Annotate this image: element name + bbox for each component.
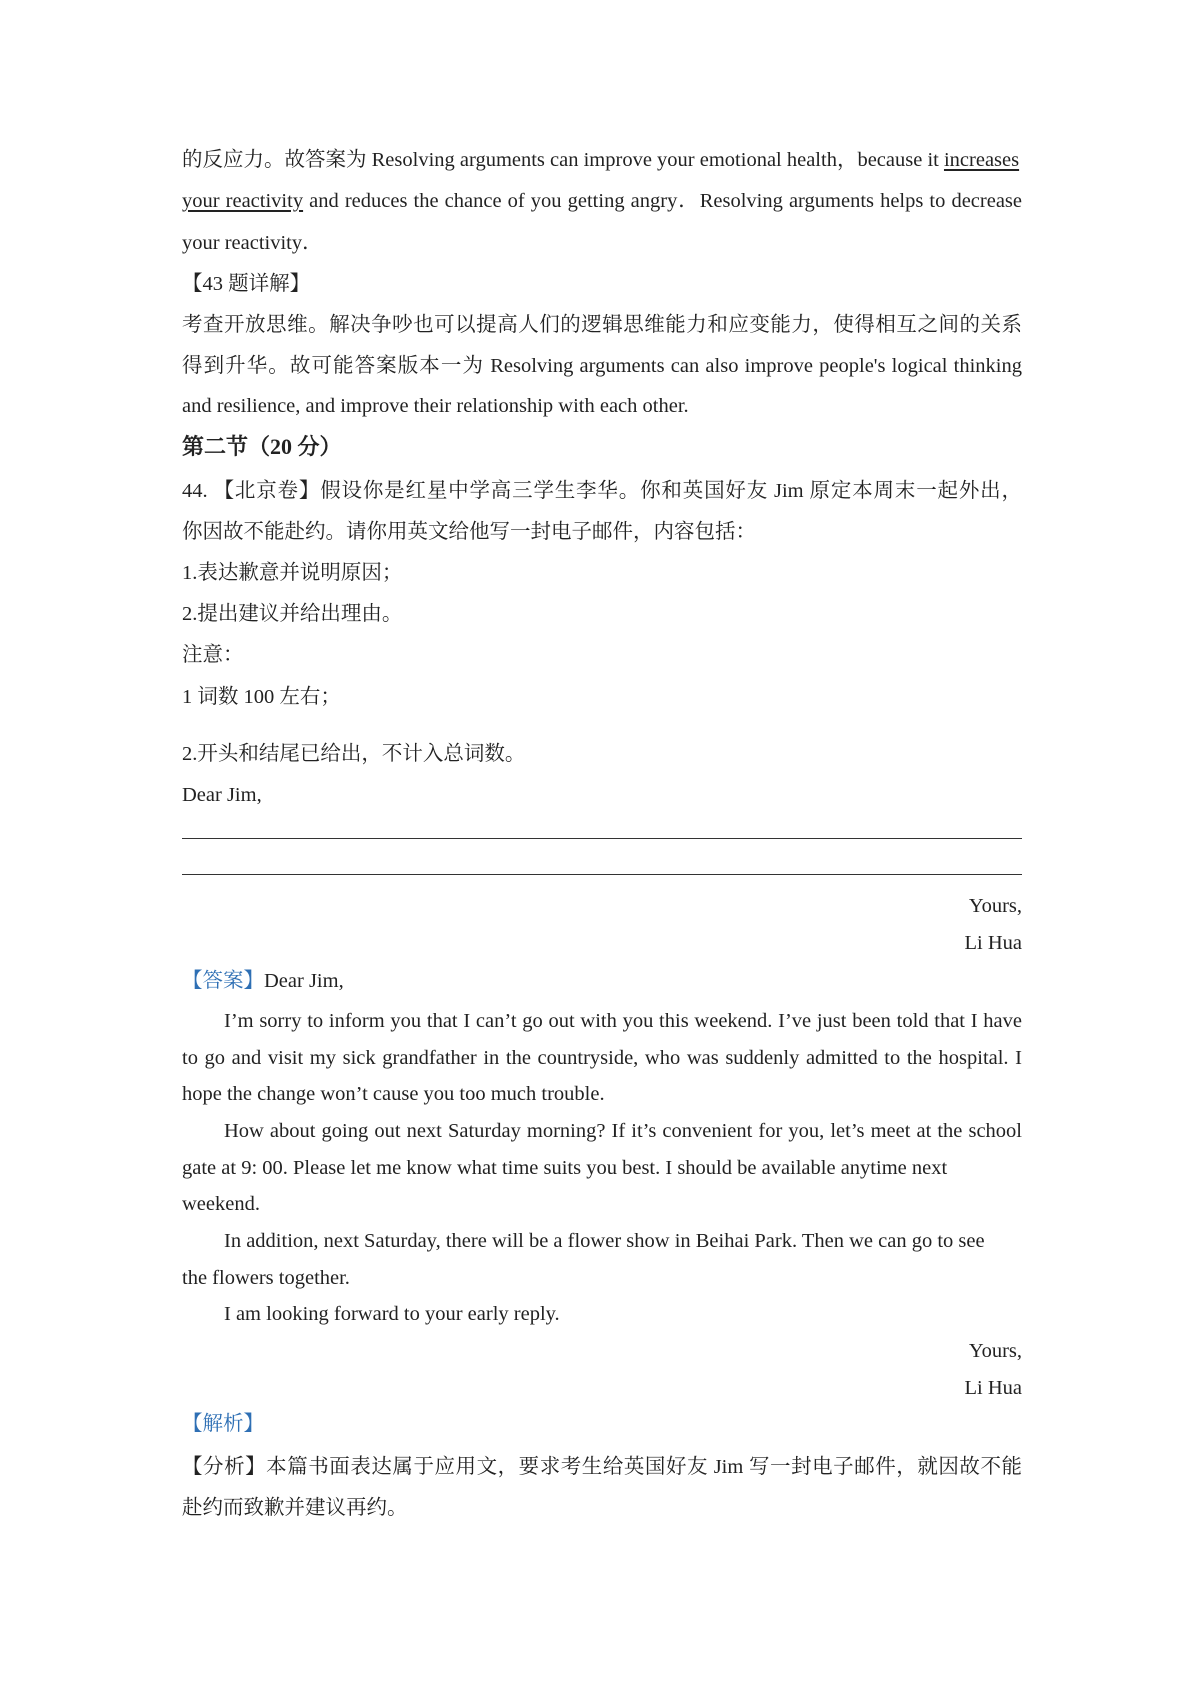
note-label: 注意：	[182, 644, 244, 666]
underlined-text: increases	[943, 149, 1020, 171]
text-line: your reactivity．	[182, 232, 323, 254]
text-line: and resilience, and improve their relationship with each other.	[182, 395, 689, 417]
answer-text: the flowers together.	[182, 1267, 350, 1289]
answer-text: How about going out next Saturday morning? If it’s convenient for you, let’s meet at the school	[224, 1120, 1022, 1142]
answer-text: weekend.	[182, 1193, 260, 1215]
analysis-text: 赴约而致歉并建议再约。	[182, 1497, 408, 1519]
analysis-text: 【分析】本篇书面表达属于应用文，要求考生给英国好友 Jim 写一封电子邮件，就因故不能	[182, 1456, 1022, 1478]
text-segment: and reduces the chance of you getting angry．Resolving arguments helps to decrease	[303, 190, 1023, 212]
writing-line	[182, 838, 1022, 839]
note-item: 2.开头和结尾已给出，不计入总词数。	[182, 743, 526, 765]
section-title: 第二节（20 分）	[182, 434, 342, 459]
text-segment: 的反应力。故答案为 Resolving arguments can improve your emotional health，because it	[182, 149, 944, 171]
q43-heading: 【43 题详解】	[182, 273, 311, 295]
answer-text: hope the change won’t cause you too much trouble.	[182, 1083, 605, 1105]
requirement-item: 2.提出建议并给出理由。	[182, 603, 403, 625]
letter-closing: Yours,	[968, 895, 1022, 917]
answer-closing: Yours,	[968, 1340, 1022, 1362]
question-line: 44. 【北京卷】假设你是红星中学高三学生李华。你和英国好友 Jim 原定本周末一起外出，	[182, 480, 1022, 502]
answer-text: gate at 9: 00. Please let me know what time suits you best. I should be available anytime next	[182, 1157, 948, 1179]
answer-text: to go and visit my sick grandfather in the countryside, who was suddenly admitted to the hospital. I	[182, 1047, 1022, 1069]
answer-greeting: Dear Jim,	[264, 970, 344, 992]
letter-greeting: Dear Jim,	[182, 784, 262, 806]
requirement-item: 1.表达歉意并说明原因；	[182, 562, 403, 584]
text-line: 得到升华。故可能答案版本一为 Resolving arguments can also improve people's logical thinking	[182, 355, 1022, 377]
note-item: 1 词数 100 左右；	[182, 686, 341, 708]
text-line	[182, 146, 1022, 174]
answer-label: 【答案】	[182, 970, 264, 992]
answer-text: In addition, next Saturday, there will be a flower show in Beihai Park. Then we can go to see	[224, 1230, 985, 1252]
answer-text: I am looking forward to your early reply.	[224, 1303, 560, 1325]
letter-signature: Li Hua	[964, 932, 1022, 954]
analysis-label: 【解析】	[182, 1413, 264, 1435]
underlined-text: your reactivity	[182, 190, 304, 212]
question-line: 你因故不能赴约。请你用英文给他写一封电子邮件，内容包括：	[182, 521, 756, 543]
text-line: 考查开放思维。解决争吵也可以提高人们的逻辑思维能力和应变能力，使得相互之间的关系	[182, 314, 1022, 336]
writing-line	[182, 874, 1022, 875]
answer-text: I’m sorry to inform you that I can’t go out with you this weekend. I’ve just been told that I have	[224, 1010, 1022, 1032]
text-line	[182, 187, 1022, 215]
answer-signature: Li Hua	[964, 1377, 1022, 1399]
answer-line	[182, 967, 1022, 995]
